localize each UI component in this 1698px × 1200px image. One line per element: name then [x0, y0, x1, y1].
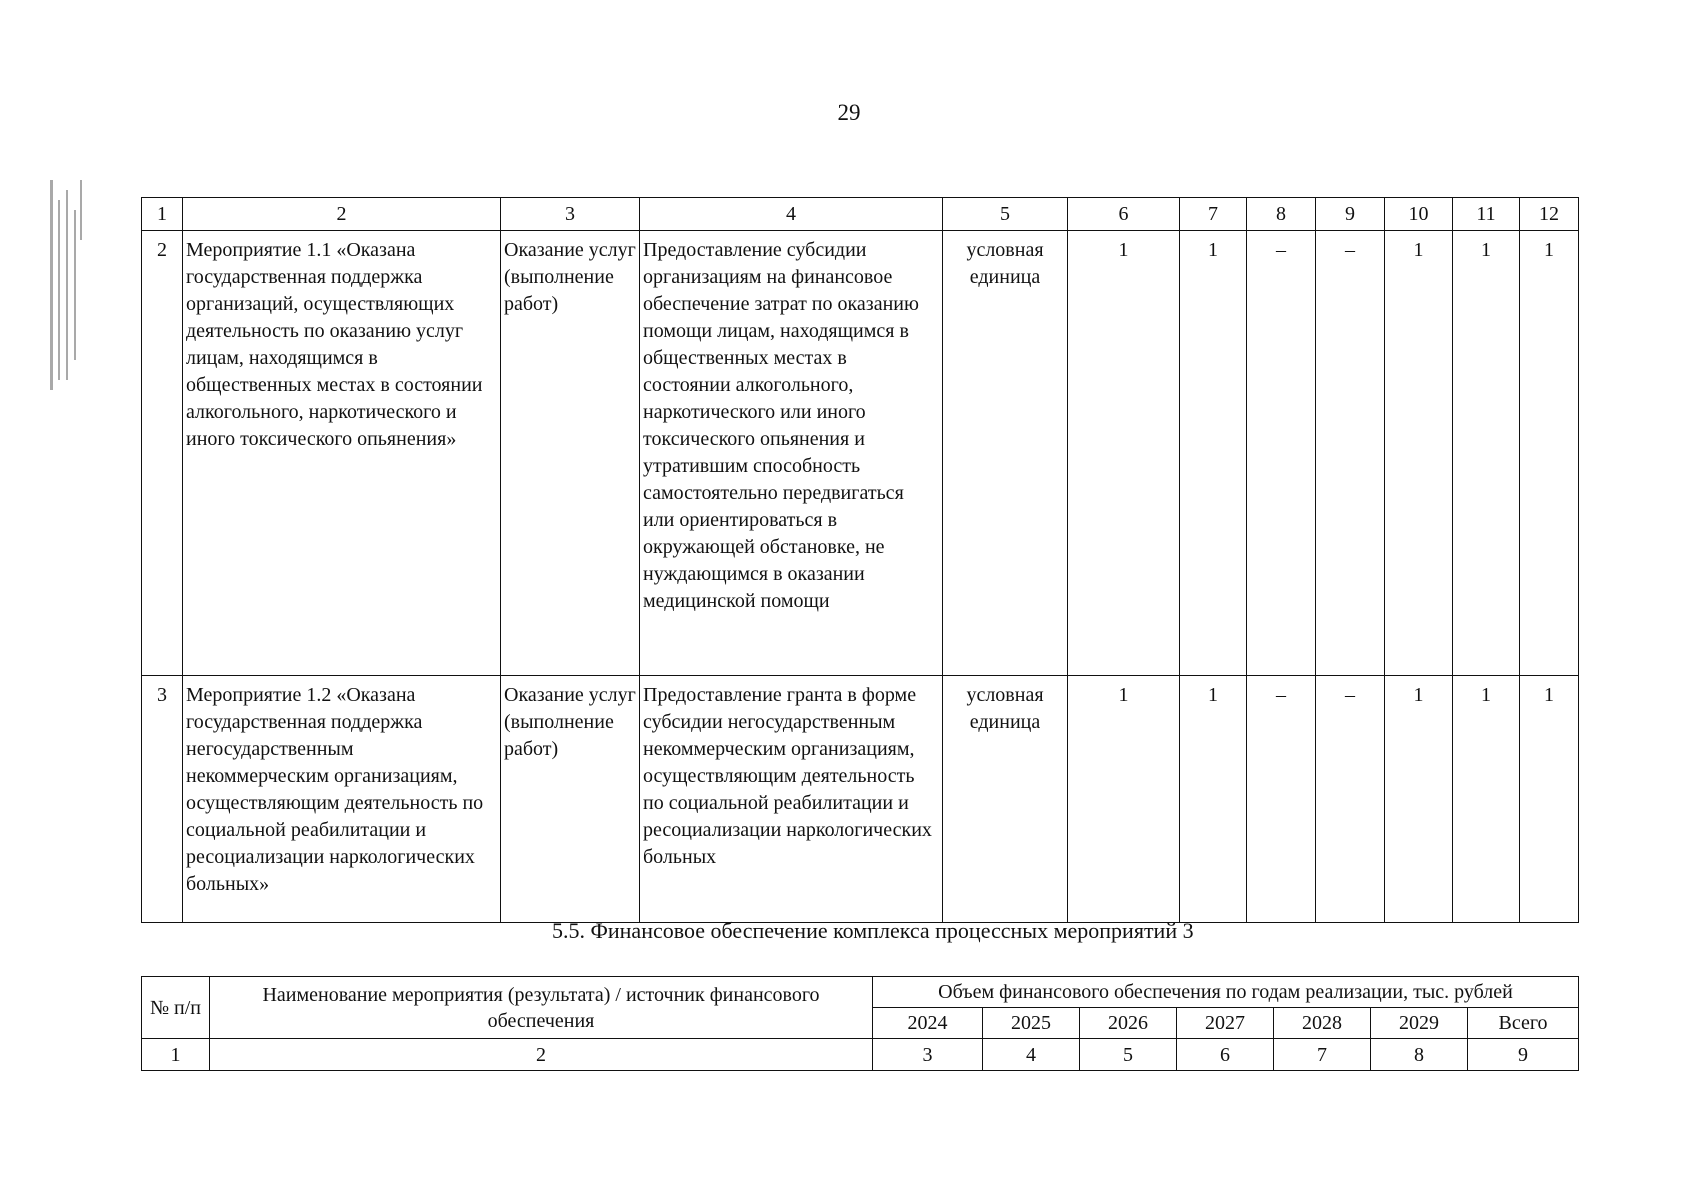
indicators-table [141, 197, 1579, 923]
table-header-row [142, 198, 1579, 231]
year-cell: 2029 [1371, 1008, 1468, 1039]
header-cell: 12 [1520, 198, 1579, 231]
col-number-header: № п/п [142, 977, 210, 1039]
unit-cell: условная единица [943, 676, 1068, 923]
year-cell: 2024 [873, 1008, 983, 1039]
year-cell: 2026 [1080, 1008, 1177, 1039]
value-cell: 1 [1520, 676, 1579, 923]
header-cell: 11 [1453, 198, 1520, 231]
section-title: 5.5. Финансовое обеспечение комплекса процессных мероприятий 3 [552, 918, 1194, 943]
header-cell: 10 [1385, 198, 1453, 231]
value-cell: 1 [1520, 231, 1579, 676]
header-cell: 3 [501, 198, 640, 231]
year-cell: 2027 [1177, 1008, 1274, 1039]
header-cell: 9 [1316, 198, 1385, 231]
numbering-cell: 3 [873, 1039, 983, 1071]
table-row [142, 231, 1579, 676]
financing-table [141, 976, 1579, 1071]
header-cell: 2 [183, 198, 501, 231]
financing-numbering-row [142, 1039, 1579, 1071]
col-name-header: Наименование мероприятия (результата) / источник финансового обеспечения [210, 977, 873, 1039]
total-cell: Всего [1468, 1008, 1579, 1039]
value-cell: 1 [1180, 231, 1247, 676]
measure-name: Мероприятие 1.2 «Оказана государственная поддержка негосударственным некоммерческим организациям, осуществляющим деятельность по социальной реабилитации и ресоциализации наркологических больных» [183, 676, 501, 923]
value-cell: 1 [1180, 676, 1247, 923]
header-cell: 4 [640, 198, 943, 231]
page-number: 29 [837, 100, 861, 125]
row-number: 3 [142, 676, 183, 923]
year-cell: 2028 [1274, 1008, 1371, 1039]
year-cell: 2025 [983, 1008, 1080, 1039]
numbering-cell: 4 [983, 1039, 1080, 1071]
value-cell: 1 [1385, 676, 1453, 923]
col-volume-header: Объем финансового обеспечения по годам реализации, тыс. рублей [873, 977, 1579, 1008]
measure-type: Оказание услуг (выполнение работ) [501, 676, 640, 923]
value-cell: 1 [1068, 231, 1180, 676]
value-cell: 1 [1385, 231, 1453, 676]
measure-description: Предоставление субсидии организациям на финансовое обеспечение затрат по оказанию помощи лицам, находящимся в общественных местах в состоянии алкогольного, наркотического или иного токсического опьянения и утратившим способность самостоятельно передвигаться или ориентироваться в окружающей обстановке, не нуждающимся в оказании медицинской помощи [640, 231, 943, 676]
numbering-cell: 7 [1274, 1039, 1371, 1071]
value-cell: – [1316, 231, 1385, 676]
numbering-cell: 1 [142, 1039, 210, 1071]
measure-description: Предоставление гранта в форме субсидии негосударственным некоммерческим организациям, осуществляющим деятельность по социальной реабилитации и ресоциализации наркологических больных [640, 676, 943, 923]
numbering-cell: 6 [1177, 1039, 1274, 1071]
header-cell: 5 [943, 198, 1068, 231]
header-cell: 1 [142, 198, 183, 231]
header-cell: 8 [1247, 198, 1316, 231]
value-cell: 1 [1068, 676, 1180, 923]
row-number: 2 [142, 231, 183, 676]
numbering-cell: 9 [1468, 1039, 1579, 1071]
numbering-cell: 2 [210, 1039, 873, 1071]
measure-name: Мероприятие 1.1 «Оказана государственная поддержка организаций, осуществляющих деятельность по оказанию услуг лицам, находящимся в общественных местах в состоянии алкогольного, наркотического и иного токсического опьянения» [183, 231, 501, 676]
measure-type: Оказание услуг (выполнение работ) [501, 231, 640, 676]
value-cell: – [1247, 676, 1316, 923]
table-row [142, 676, 1579, 923]
numbering-cell: 8 [1371, 1039, 1468, 1071]
financing-header-row [142, 977, 1579, 1008]
value-cell: – [1247, 231, 1316, 676]
value-cell: 1 [1453, 231, 1520, 676]
unit-cell: условная единица [943, 231, 1068, 676]
header-cell: 7 [1180, 198, 1247, 231]
header-cell: 6 [1068, 198, 1180, 231]
numbering-cell: 5 [1080, 1039, 1177, 1071]
registration-stamp [42, 170, 86, 400]
value-cell: 1 [1453, 676, 1520, 923]
value-cell: – [1316, 676, 1385, 923]
